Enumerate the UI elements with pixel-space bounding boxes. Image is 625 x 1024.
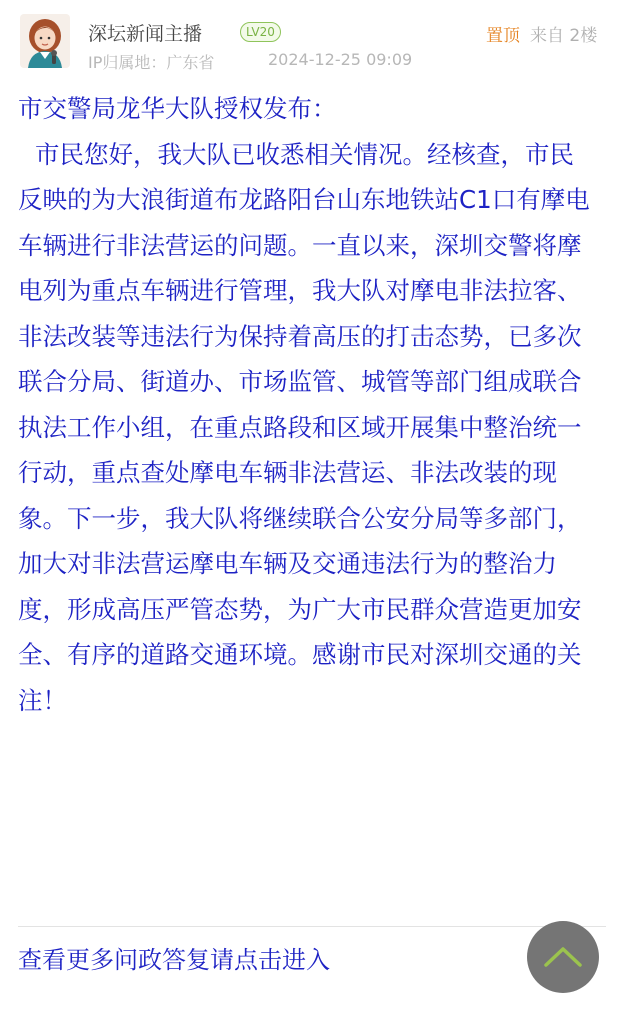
scroll-to-top-button[interactable]	[527, 921, 599, 993]
level-badge: LV20	[240, 22, 281, 42]
post-body-text: 市民您好，我大队已收悉相关情况。经核查，市民反映的为大浪街道布龙路阳台山东地铁站C1口有摩电车辆进行非法营运的问题。一直以来，深圳交警将摩电列为重点车辆进行管理，我大队对摩电非法拉客、非法改装等违法行为保持着高压的打击态势，已多次联合分局、街道办、市场监管、城管等部门组成联合执法工作小组，在重点路段和区域开展集中整治统一行动，重点查处摩电车辆非法营运、非法改装的现象。下一步，我大队将继续联合公安分局等多部门，加大对非法营运摩电车辆及交通违法行为的整治力度，形成高压严管态势，为广大市民群众营造更加安全、有序的道路交通环境。感谢市民对深圳交通的关注！	[18, 139, 590, 715]
post-header	[0, 0, 625, 80]
floor-info: 来自 2楼	[530, 26, 598, 46]
more-answers-link[interactable]: 查看更多问政答复请点击进入	[18, 946, 330, 974]
post-content	[18, 86, 590, 723]
post-time: 2024-12-25 09:09	[268, 50, 413, 69]
post-title-line: 市交警局龙华大队授权发布：	[18, 94, 337, 123]
pinned-label: 置顶	[486, 26, 520, 46]
author-name[interactable]: 深坛新闻主播	[88, 23, 203, 45]
divider	[18, 926, 606, 927]
ip-location: IP归属地：广东省	[88, 53, 215, 72]
anchor-avatar-icon[interactable]	[20, 14, 70, 68]
post-paragraph	[18, 132, 590, 724]
chevron-up-icon	[543, 943, 583, 969]
